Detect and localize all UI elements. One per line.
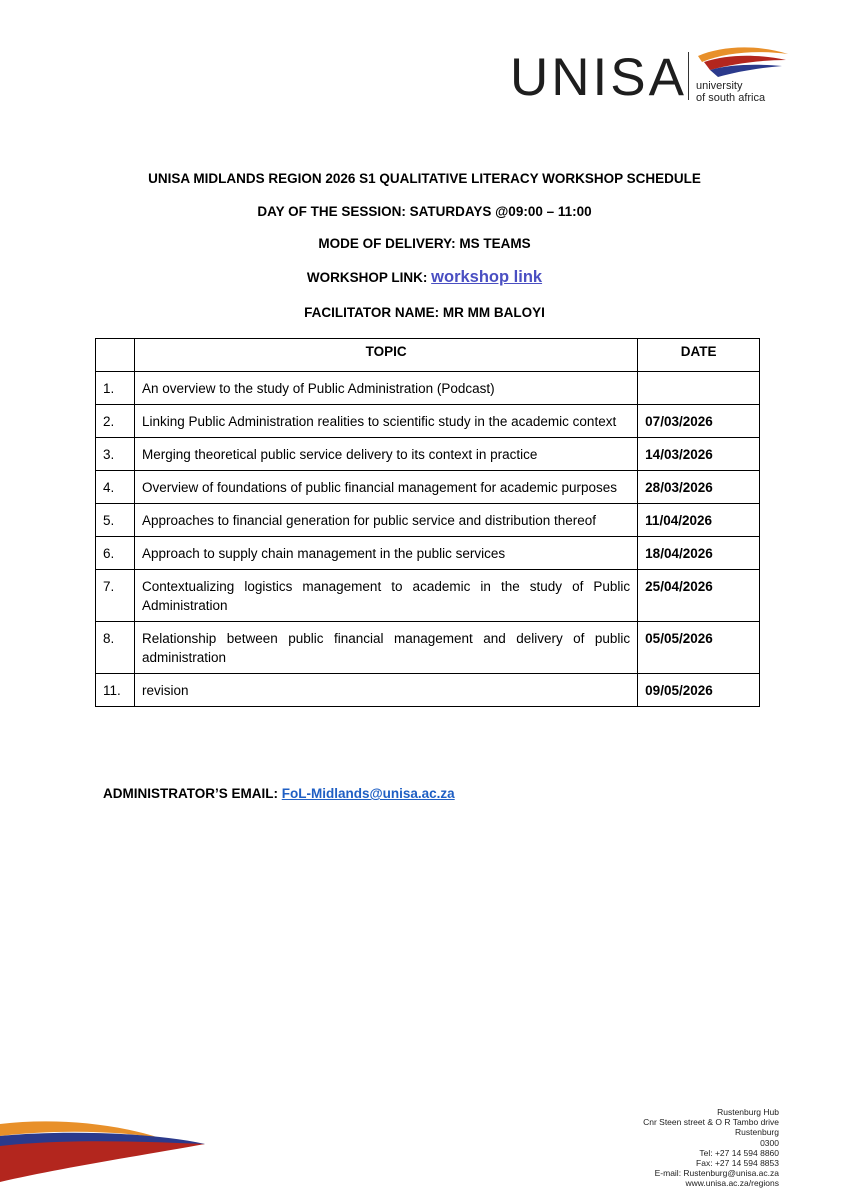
logo-sub-line1: university [696, 80, 743, 92]
footer-line: Rustenburg Hub [717, 1107, 779, 1117]
row-number: 7. [96, 570, 135, 622]
row-topic: Relationship between public financial management and delivery of public administration [134, 622, 637, 674]
row-number: 6. [96, 537, 135, 570]
row-number: 8. [96, 622, 135, 674]
row-number: 1. [96, 372, 135, 405]
footer-line: Rustenburg [735, 1127, 779, 1138]
header-num [96, 339, 135, 372]
row-number: 3. [96, 438, 135, 471]
workshop-link-line [0, 268, 849, 287]
table-row [96, 504, 760, 537]
footer-swoosh-icon [0, 1108, 210, 1188]
table-row [96, 405, 760, 438]
table-row [96, 674, 760, 707]
row-number: 4. [96, 471, 135, 504]
logo-sub-line2: of south africa [696, 92, 766, 104]
logo-swoosh-icon [696, 46, 790, 78]
admin-email-link[interactable]: FoL-Midlands@unisa.ac.za [281, 786, 455, 801]
footer-line: 0300 [760, 1137, 779, 1148]
table-row [96, 570, 760, 622]
row-topic: Linking Public Administration realities to scientific study in the academic context [134, 405, 637, 438]
logo-subtitle [696, 80, 765, 104]
table-row [96, 372, 760, 405]
logo-wordmark: UNISA [510, 48, 687, 107]
table-row [96, 622, 760, 674]
workshop-link[interactable]: workshop link [431, 268, 543, 286]
row-topic: Approaches to financial generation for public service and distribution thereof [134, 504, 637, 537]
unisa-logo [510, 46, 780, 106]
row-topic: revision [134, 674, 637, 707]
row-date: 11/04/2026 [638, 504, 760, 537]
table-row [96, 471, 760, 504]
header-date: DATE [638, 339, 760, 372]
row-topic: Approach to supply chain management in the public services [134, 537, 637, 570]
header-topic: TOPIC [134, 339, 637, 372]
row-date: 14/03/2026 [638, 438, 760, 471]
row-date: 05/05/2026 [638, 622, 760, 674]
facilitator-name: FACILITATOR NAME: MR MM BALOYI [304, 305, 545, 320]
footer-line: Cnr Steen street & O R Tambo drive [643, 1117, 779, 1128]
footer-line: www.unisa.ac.za/regions [685, 1178, 779, 1189]
row-date: 28/03/2026 [638, 471, 760, 504]
document-title: UNISA MIDLANDS REGION 2026 S1 QUALITATIVE LITERACY WORKSHOP SCHEDULE [148, 171, 701, 186]
row-date: 09/05/2026 [638, 674, 760, 707]
row-topic: Merging theoretical public service delivery to its context in practice [134, 438, 637, 471]
workshop-link-label: WORKSHOP LINK: [306, 270, 432, 285]
table-header-row [96, 339, 760, 372]
row-date: 25/04/2026 [638, 570, 760, 622]
administrator-email-line [103, 786, 455, 801]
footer-line: Fax: +27 14 594 8853 [696, 1158, 779, 1169]
table-row [96, 438, 760, 471]
footer-line: E-mail: Rustenburg@unisa.ac.za [654, 1168, 779, 1179]
row-topic: Overview of foundations of public financial management for academic purposes [134, 471, 637, 504]
schedule-table [95, 338, 760, 707]
row-topic: Contextualizing logistics management to academic in the study of Public Administration [134, 570, 637, 622]
logo-divider [688, 52, 689, 100]
delivery-mode: MODE OF DELIVERY: MS TEAMS [318, 236, 531, 251]
footer-address [643, 1107, 779, 1189]
admin-email-label: ADMINISTRATOR’S EMAIL: [103, 786, 282, 801]
row-topic: An overview to the study of Public Administration (Podcast) [134, 372, 637, 405]
row-date [638, 372, 760, 405]
table-row [96, 537, 760, 570]
row-number: 2. [96, 405, 135, 438]
row-date: 18/04/2026 [638, 537, 760, 570]
row-number: 5. [96, 504, 135, 537]
footer-line: Tel: +27 14 594 8860 [699, 1147, 779, 1158]
row-date: 07/03/2026 [638, 405, 760, 438]
session-day: DAY OF THE SESSION: SATURDAYS @09:00 – 11:00 [257, 204, 592, 219]
row-number: 11. [96, 674, 135, 707]
